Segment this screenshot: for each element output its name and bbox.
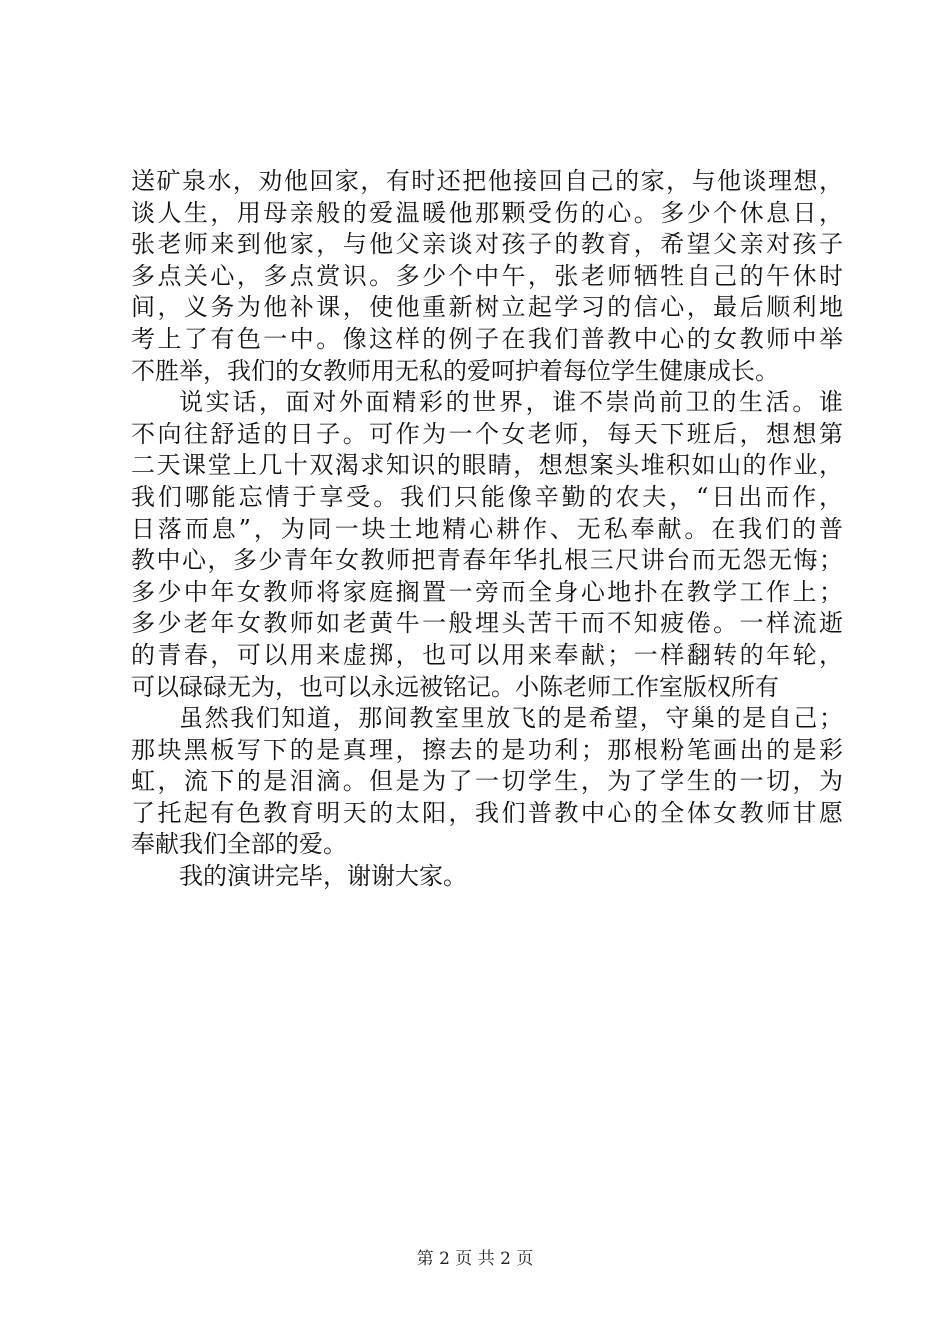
text-line: 可以碌碌无为，也可以永远被铭记。小陈老师工作室版权所有 [131,672,779,701]
text-line: 间，义务为他补课，使他重新树立起学习的信心，最后顺利地 [131,293,843,322]
text-line: 多少中年女教师将家庭搁置一旁而全身心地扑在教学工作上； [131,577,843,606]
text-line: 不向往舒适的日子。可作为一个女老师，每天下班后，想想第 [131,419,843,448]
text-line: 不胜举，我们的女教师用无私的爱呵护着每位学生健康成长。 [131,356,779,385]
text-line-paragraph-start: 我的演讲完毕，谢谢大家。 [179,862,467,891]
text-line-paragraph-start: 虽然我们知道，那间教室里放飞的是希望，守巢的是自己； [179,704,843,733]
text-line: 多少老年女教师如老黄牛一般埋头苦干而不知疲倦。一样流逝 [131,609,843,638]
text-line: 虹，流下的是泪滴。但是为了一切学生，为了学生的一切，为 [131,767,843,796]
text-line: 的青春，可以用来虚掷，也可以用来奉献；一样翻转的年轮， [131,640,843,669]
text-line: 多点关心，多点赏识。多少个中午，张老师牺牲自己的午休时 [131,261,843,290]
text-line: 了托起有色教育明天的太阳，我们普教中心的全体女教师甘愿 [131,798,843,827]
text-line-paragraph-start: 说实话，面对外面精彩的世界，谁不崇尚前卫的生活。谁 [179,388,843,417]
text-line: 张老师来到他家，与他父亲谈对孩子的教育，希望父亲对孩子 [131,230,843,259]
text-line: 谈人生，用母亲般的爱温暖他那颗受伤的心。多少个休息日， [131,198,843,227]
text-line: 奉献我们全部的爱。 [131,830,347,859]
text-line: 日落而息”，为同一块土地精心耕作、无私奉献。在我们的普 [131,514,843,543]
text-line: 那块黑板写下的是真理，擦去的是功利；那根粉笔画出的是彩 [131,735,843,764]
text-line: 考上了有色一中。像这样的例子在我们普教中心的女教师中举 [131,324,843,353]
document-body [131,166,843,893]
text-line: 送矿泉水，劝他回家，有时还把他接回自己的家，与他谈理想， [131,167,843,195]
text-line: 二天课堂上几十双渴求知识的眼睛，想想案头堆积如山的作业， [131,451,843,480]
page-number-footer: 第 2 页 共 2 页 [416,1249,534,1269]
text-line: 我们哪能忘情于享受。我们只能像辛勤的农夫，“日出而作， [131,482,843,511]
text-line: 教中心，多少青年女教师把青春年华扎根三尺讲台而无怨无悔； [131,546,843,575]
